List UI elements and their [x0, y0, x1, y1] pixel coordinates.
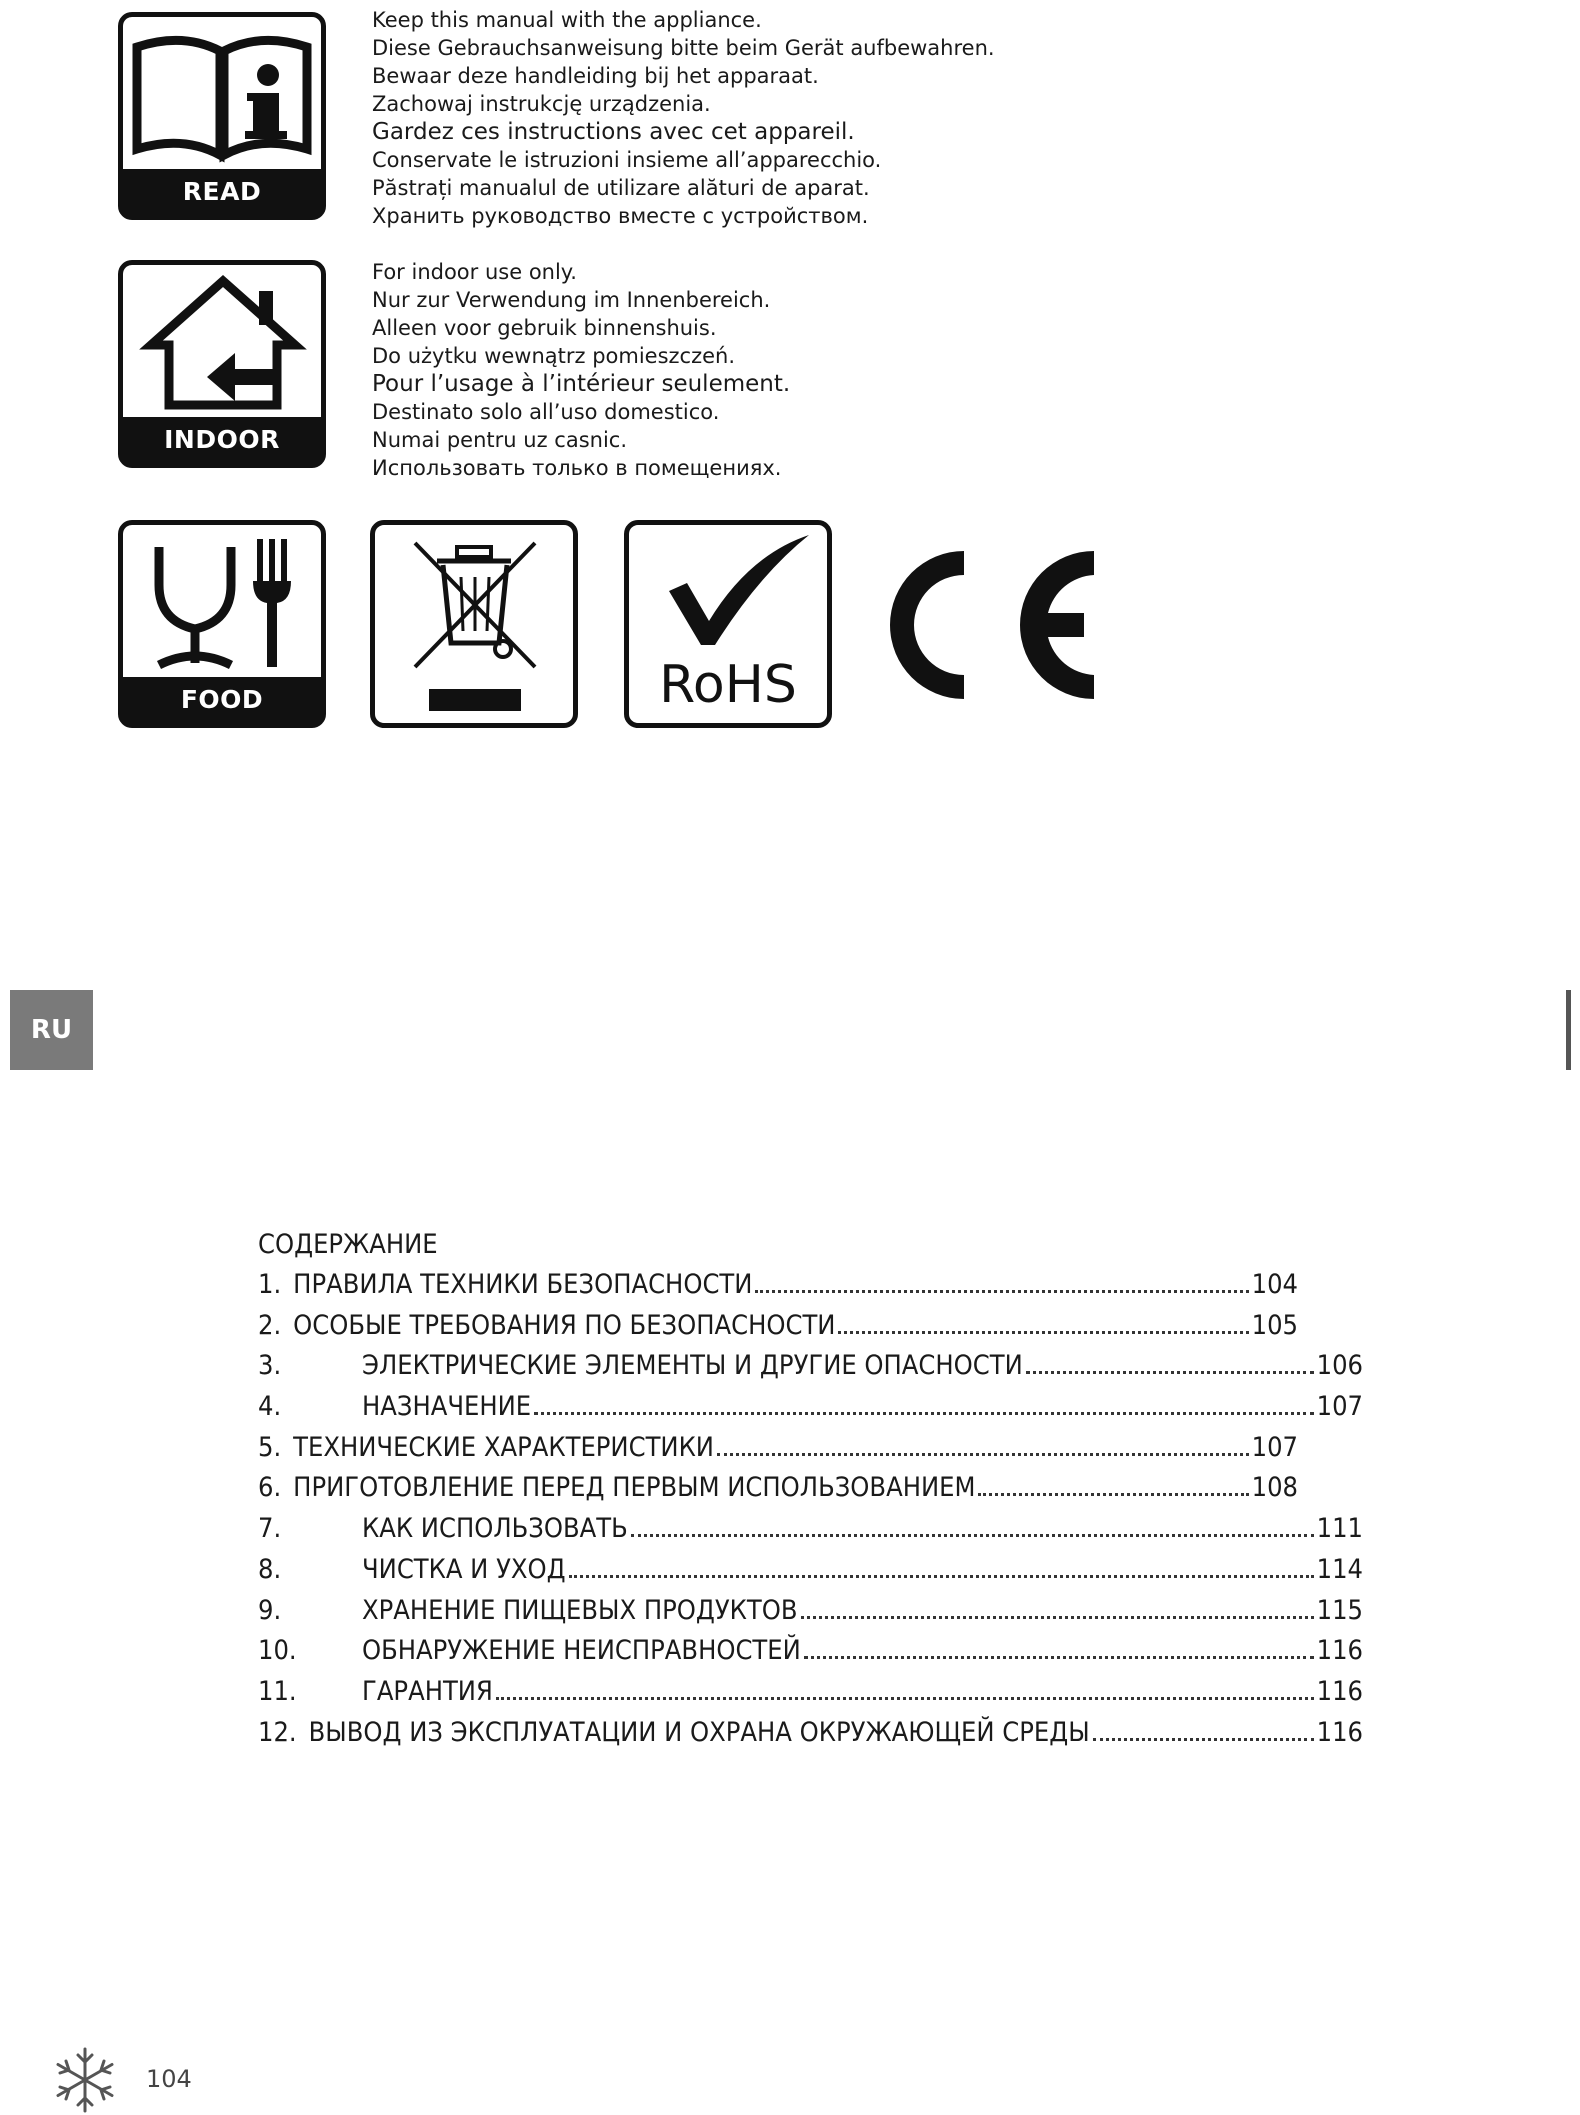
toc-item [258, 1550, 1363, 1591]
toc-item-number: 12. [258, 1716, 297, 1748]
text-line: Numai pentru uz casnic. [372, 428, 627, 452]
text-line: Conservate le istruzioni insieme all’apparecchio. [372, 148, 882, 172]
toc-item-number: 11. [258, 1675, 297, 1707]
read-manual-label: READ MANUAL [123, 169, 321, 215]
toc-item [258, 1631, 1363, 1672]
text-line: For indoor use only. [372, 260, 577, 284]
toc-item-page: 107 [1316, 1391, 1363, 1423]
text-line: Bewaar deze handleiding bij het apparaat. [372, 64, 819, 88]
toc-item [258, 1713, 1363, 1754]
toc-item-page: 105 [1251, 1309, 1298, 1341]
toc-item-page: 111 [1316, 1513, 1363, 1545]
food-contact-label: FOOD CONTACT [123, 677, 321, 723]
food-contact-symbol [118, 520, 326, 760]
indoor-symbol [118, 260, 326, 468]
toc-item-page: 116 [1316, 1716, 1363, 1748]
text-line: Păstrați manualul de utilizare alături de aparat. [372, 176, 870, 200]
toc-item-page: 114 [1316, 1553, 1363, 1585]
rohs-symbol [624, 520, 832, 728]
toc-leader [631, 1534, 1314, 1537]
toc-item [258, 1672, 1363, 1713]
text-line: Diese Gebrauchsanweisung bitte beim Gerät aufbewahren. [372, 36, 995, 60]
toc-item-label: ОБНАРУЖЕНИЕ НЕИСПРАВНОСТЕЙ [362, 1635, 801, 1667]
toc-leader [838, 1331, 1248, 1334]
toc-item-page: 107 [1251, 1431, 1298, 1463]
ce-mark-icon [878, 545, 1098, 705]
text-line: Do użytku wewnątrz pomieszczeń. [372, 344, 736, 368]
toc-item [258, 1265, 1298, 1306]
toc-item-page: 106 [1316, 1350, 1363, 1382]
toc-item [258, 1306, 1298, 1347]
rohs-label: RoHS [659, 655, 797, 715]
toc-item-label: ВЫВОД ИЗ ЭКСПЛУАТАЦИИ И ОХРАНА ОКРУЖАЮЩЕЙ СРЕДЫ [308, 1716, 1090, 1748]
toc-item [258, 1346, 1363, 1387]
text-line: Keep this manual with the appliance. [372, 8, 762, 32]
toc-item [258, 1387, 1363, 1428]
page-edge-marker [1566, 990, 1571, 1070]
text-line: Использовать только в помещениях. [372, 456, 782, 480]
toc-item-number: 6. [258, 1472, 282, 1504]
toc-item-label: ОСОБЫЕ ТРЕБОВАНИЯ ПО БЕЗОПАСНОСТИ [293, 1309, 836, 1341]
toc-item-number: 8. [258, 1553, 282, 1585]
toc-leader [978, 1493, 1248, 1496]
toc-item-number: 10. [258, 1635, 297, 1667]
text-line: Destinato solo all’uso domestico. [372, 400, 720, 424]
toc-item-number: 1. [258, 1269, 282, 1300]
snowflake-icon [50, 2045, 120, 2115]
open-book-info-icon [123, 17, 321, 167]
toc-item-label: ХРАНЕНИЕ ПИЩЕВЫХ ПРОДУКТОВ [362, 1594, 798, 1626]
toc-item-label: КАК ИСПОЛЬЗОВАТЬ [362, 1513, 628, 1545]
toc-item-number: 5. [258, 1431, 282, 1463]
toc-leader [804, 1656, 1314, 1659]
toc-leader [534, 1412, 1314, 1415]
toc-item-number: 9. [258, 1594, 282, 1626]
toc-leader [1026, 1371, 1314, 1374]
toc-leader [801, 1616, 1314, 1619]
text-line: Alleen voor gebruik binnenshuis. [372, 316, 717, 340]
toc-item-label: ТЕХНИЧЕСКИЕ ХАРАКТЕРИСТИКИ [293, 1431, 714, 1463]
toc-title: СОДЕРЖАНИЕ [258, 1229, 438, 1260]
toc-item-label: НАЗНАЧЕНИЕ [362, 1391, 532, 1423]
page-number: 104 [146, 2065, 192, 2093]
toc-item [258, 1468, 1298, 1509]
read-manual-symbol [118, 12, 326, 252]
toc-item-page: 108 [1251, 1472, 1298, 1504]
toc-item [258, 1428, 1298, 1469]
table-of-contents [258, 1225, 1363, 1753]
text-line: Pour l’usage à l’intérieur seulement. [372, 371, 791, 397]
indoor-text [372, 258, 790, 482]
toc-item-label: ГАРАНТИЯ [362, 1675, 493, 1707]
text-line: Gardez ces instructions avec cet appareil. [372, 119, 855, 145]
toc-item-label: ЧИСТКА И УХОД [362, 1553, 566, 1585]
weee-symbol [370, 520, 578, 728]
text-line: Nur zur Verwendung im Innenbereich. [372, 288, 771, 312]
text-line: Хранить руководство вместе с устройством. [372, 204, 869, 228]
toc-item-number: 7. [258, 1513, 282, 1545]
toc-item-page: 116 [1316, 1675, 1363, 1707]
toc-leader [755, 1290, 1248, 1293]
toc-leader [496, 1697, 1314, 1700]
indoor-label: INDOOR [123, 417, 321, 463]
house-arrow-icon [123, 265, 321, 415]
language-tab: RU [10, 990, 93, 1070]
checkmark-icon [629, 525, 827, 645]
toc-leader [569, 1575, 1314, 1578]
text-line: Zachowaj instrukcję urządzenia. [372, 92, 711, 116]
toc-item-page: 116 [1316, 1635, 1363, 1667]
toc-item-page: 115 [1316, 1594, 1363, 1626]
read-manual-text [372, 6, 995, 230]
toc-leader [1093, 1738, 1314, 1741]
toc-item-label: ПРИГОТОВЛЕНИЕ ПЕРЕД ПЕРВЫМ ИСПОЛЬЗОВАНИЕМ [293, 1472, 976, 1504]
toc-item-label: ЭЛЕКТРИЧЕСКИЕ ЭЛЕМЕНТЫ И ДРУГИЕ ОПАСНОСТИ [362, 1350, 1023, 1382]
toc-item [258, 1509, 1363, 1550]
toc-item-number: 4. [258, 1391, 282, 1423]
toc-leader [717, 1453, 1249, 1456]
crossed-bin-icon [375, 525, 573, 723]
toc-item-label: ПРАВИЛА ТЕХНИКИ БЕЗОПАСНОСТИ [293, 1269, 753, 1300]
toc-item-number: 2. [258, 1309, 282, 1341]
glass-fork-icon [123, 525, 321, 675]
toc-item-number: 3. [258, 1350, 282, 1382]
toc-item [258, 1591, 1363, 1632]
toc-item-page: 104 [1251, 1269, 1298, 1300]
